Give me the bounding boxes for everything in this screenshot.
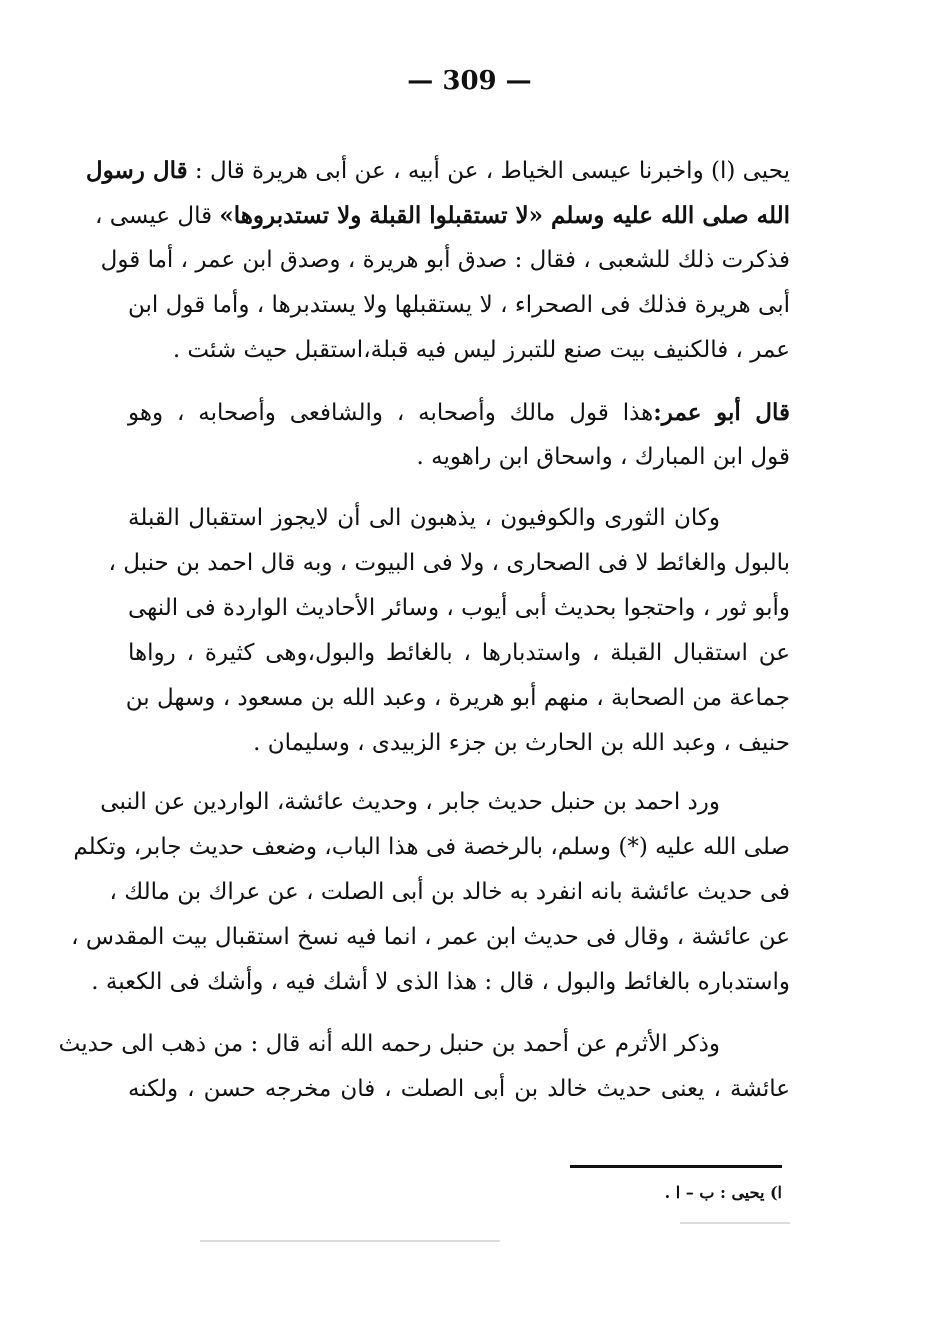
text-line: صلى الله عليه (*) وسلم، بالرخصة فى هذا الباب، وضعف حديث جابر، وتكلم	[73, 834, 790, 860]
text-line: قال أبو عمر:هذا قول مالك وأصحابه ، والشافعى وأصحابه ، وهو	[128, 399, 791, 426]
text-line: واستدباره بالغائط والبول ، قال : هذا الذى لا أشك فيه ، وأشك فى الكعبة .	[91, 969, 790, 995]
text-line: عمر ، فالكنيف بيت صنع للتبرز ليس فيه قبلة،استقبل حيث شئت .	[172, 337, 790, 363]
text-line: بالبول والغائط لا فى الصحارى ، ولا فى البيوت ، وبه قال احمد بن حنبل ،	[108, 550, 790, 576]
text-line: أبى هريرة فذلك فى الصحراء ، لا يستقبلها ولا يستدبرها ، وأما قول ابن	[128, 292, 790, 318]
text-line: فى حديث عائشة بانه انفرد به خالد بن أبى الصلت ، عن عراك بن مالك ،	[109, 879, 790, 905]
paragraph-athram	[58, 1022, 790, 1112]
text-line: عائشة ، يعنى حديث خالد بن أبى الصلت ، فان مخرجه حسن ، ولكنه	[128, 1076, 790, 1102]
text-line: فذكرت ذلك للشعبى ، فقال : صدق أبو هريرة ، وصدق ابن عمر ، أما قول	[100, 247, 790, 273]
text-line: يحيى (ا) واخبرنا عيسى الخياط ، عن أبيه ، عن أبى هريرة قال : قال رسول	[85, 157, 790, 184]
bleed-through-mark	[200, 1240, 500, 1242]
text-line: عن عائشة ، وقال فى حديث ابن عمر ، انما فيه نسخ استقبال بيت المقدس ،	[71, 924, 790, 950]
bleed-through-mark	[680, 1222, 790, 1224]
paragraph-ahmad-ibn-hanbal	[71, 780, 790, 1005]
text-line: جماعة من الصحابة ، منهم أبو هريرة ، وعبد الله بن مسعود ، وسهل بن	[125, 685, 790, 711]
paragraph-thawri-kufans	[108, 496, 790, 766]
text-line: الله صلى الله عليه وسلم «لا تستقبلوا القبلة ولا تستدبروها» قال عيسى ،	[94, 202, 790, 229]
page-number: — 309 —	[407, 66, 532, 96]
paragraph-hadith-abu-hurayra	[85, 148, 790, 373]
text-line: وذكر الأثرم عن أحمد بن حنبل رحمه الله أنه قال : من ذهب الى حديث	[58, 1031, 720, 1057]
text-line: وكان الثورى والكوفيون ، يذهبون الى أن لايجوز استقبال القبلة	[128, 505, 720, 531]
text-line: قول ابن المبارك ، واسحاق ابن راهويه .	[416, 444, 790, 470]
footnote: ا) يحيى : ب – ا .	[664, 1183, 782, 1202]
text-line: وأبو ثور ، واحتجوا بحديث أبى أيوب ، وسائر الأحاديث الواردة فى النهى	[128, 595, 790, 621]
footnote-divider	[570, 1165, 782, 1168]
text-line: حنيف ، وعبد الله بن الحارث بن جزء الزبيدى ، وسليمان .	[253, 730, 790, 756]
paragraph-abu-umar	[128, 390, 790, 480]
text-line: عن استقبال القبلة ، واستدبارها ، بالغائط والبول،وهى كثيرة ، رواها	[128, 640, 790, 666]
text-line: ورد احمد بن حنبل حديث جابر ، وحديث عائشة، الواردين عن النبى	[100, 789, 720, 815]
